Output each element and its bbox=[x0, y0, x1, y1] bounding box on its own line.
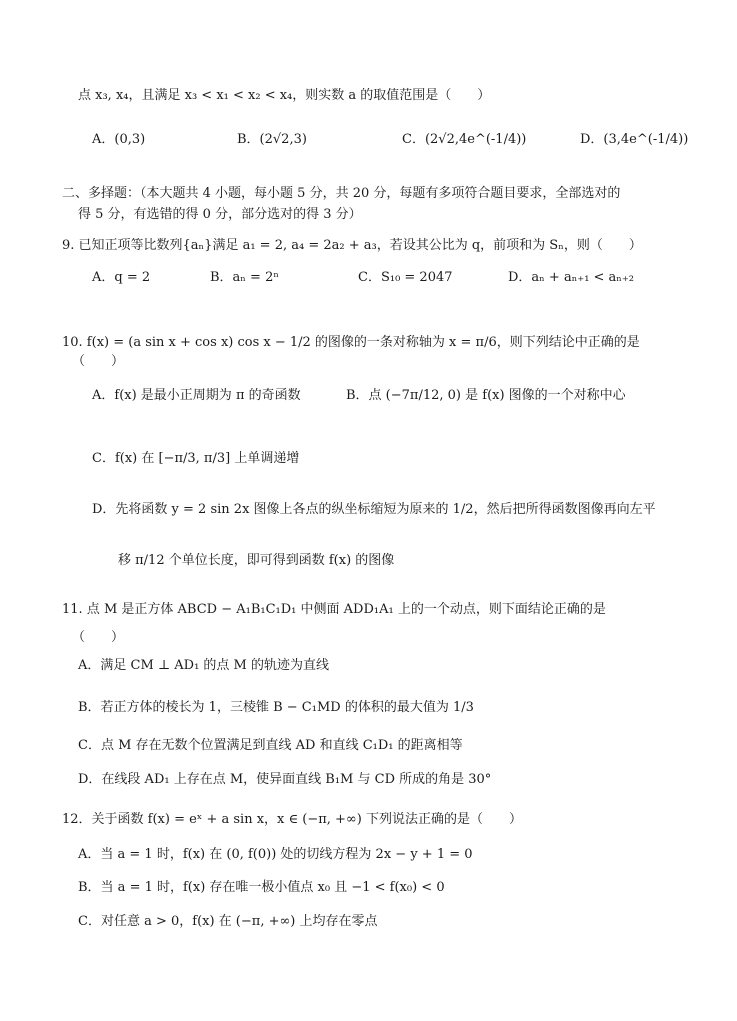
section2-header-line2: 得 5 分，有选错的得 0 分，部分选对的得 3 分） bbox=[78, 207, 362, 222]
section2-header-line1: 二、多择题：（本大题共 4 小题，每小题 5 分，共 20 分，每题有多项符合题目要求，全部选对的 bbox=[62, 186, 621, 201]
q8-stem: 点 x₃, x₄，且满足 x₃ < x₁ < x₂ < x₄，则实数 a 的取值范围是（ ） bbox=[78, 88, 491, 103]
q8-option-b: B．(2√2,3) bbox=[237, 132, 307, 147]
q10-option-d-line2: 移 π/12 个单位长度，即可得到函数 f(x) 的图像 bbox=[118, 553, 395, 568]
q10-answer-paren: （ ） bbox=[72, 354, 125, 369]
q11-option-c: C．点 M 存在无数个位置满足到直线 AD 和直线 C₁D₁ 的距离相等 bbox=[78, 738, 463, 753]
q11-answer-paren: （ ） bbox=[72, 630, 125, 645]
q9-option-c: C．S₁₀ = 2047 bbox=[358, 270, 453, 285]
q12-option-c: C．对任意 a > 0，f(x) 在 (−π, +∞) 上均存在零点 bbox=[78, 914, 378, 929]
q10-option-d-line1: D．先将函数 y = 2 sin 2x 图像上各点的纵坐标缩短为原来的 1/2，然后把所得函数图像再向左平 bbox=[92, 502, 656, 517]
q9-option-a: A．q = 2 bbox=[92, 270, 151, 285]
q9-option-b: B．aₙ = 2ⁿ bbox=[210, 270, 279, 285]
q11-stem: 11. 点 M 是正方体 ABCD − A₁B₁C₁D₁ 中侧面 ADD₁A₁ 上的一个动点，则下面结论正确的是 bbox=[62, 602, 606, 617]
q8-option-d: D．(3,4e^(-1/4)) bbox=[580, 132, 689, 147]
q10-option-c: C．f(x) 在 [−π/3, π/3] 上单调递增 bbox=[92, 451, 300, 466]
q10-option-a: A．f(x) 是最小正周期为 π 的奇函数 bbox=[92, 388, 301, 403]
q9-option-d: D．aₙ + aₙ₊₁ < aₙ₊₂ bbox=[508, 270, 635, 285]
q11-option-a: A．满足 CM ⊥ AD₁ 的点 M 的轨迹为直线 bbox=[78, 658, 329, 673]
q10-stem: 10. f(x) = (a sin x + cos x) cos x − 1/2 的图像的一条对称轴为 x = π/6，则下列结论中正确的是 bbox=[62, 335, 640, 350]
q10-option-b: B．点 (−7π/12, 0) 是 f(x) 图像的一个对称中心 bbox=[346, 388, 626, 403]
q11-option-b: B．若正方体的棱长为 1，三棱锥 B − C₁MD 的体积的最大值为 1/3 bbox=[78, 700, 474, 715]
q12-option-a: A．当 a = 1 时，f(x) 在 (0, f(0)) 处的切线方程为 2x − y + 1 = 0 bbox=[78, 847, 473, 862]
q9-stem: 9. 已知正项等比数列{aₙ}满足 a₁ = 2, a₄ = 2a₂ + a₃，若设其公比为 q，前项和为 Sₙ，则（ ） bbox=[62, 238, 642, 253]
q12-stem: 12．关于函数 f(x) = eˣ + a sin x，x ∈ (−π, +∞) 下列说法正确的是（ ） bbox=[62, 812, 522, 827]
q8-option-a: A．(0,3) bbox=[92, 132, 146, 147]
q8-option-c: C．(2√2,4e^(-1/4)) bbox=[402, 132, 527, 147]
q11-option-d: D．在线段 AD₁ 上存在点 M，使异面直线 B₁M 与 CD 所成的角是 30° bbox=[78, 772, 492, 787]
q12-option-b: B．当 a = 1 时，f(x) 存在唯一极小值点 x₀ 且 −1 < f(x₀) < 0 bbox=[78, 880, 445, 895]
